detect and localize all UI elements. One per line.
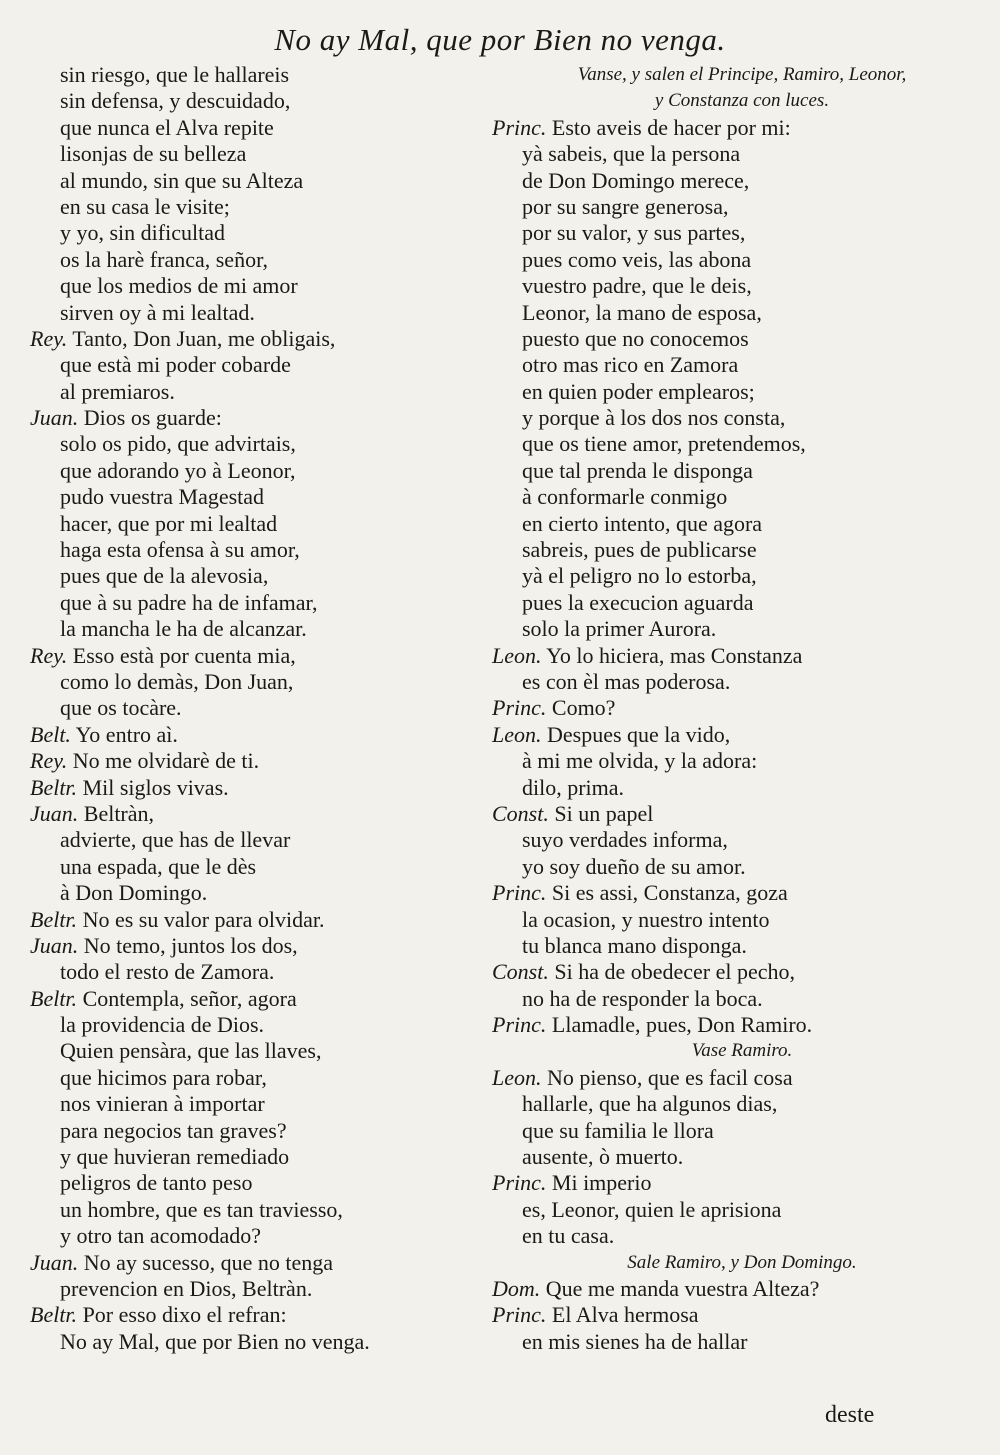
verse-text: Llamadle, pues, Don Ramiro. [551,1012,813,1038]
speaker-label: Beltr. [30,906,78,932]
verse-line [492,168,992,194]
verse-text: la mancha le ha de alcanzar. [60,616,307,642]
verse-line [492,1065,992,1091]
verse-text: Despues que la vido, [547,721,731,747]
verse-line [30,168,490,194]
verse-text: por su sangre generosa, [522,193,729,219]
verse-line [30,907,490,933]
verse-text: Esto aveis de hacer por mi: [551,114,791,140]
verse-line [30,458,490,484]
verse-line [492,643,992,669]
verse-text: para negocios tan graves? [60,1117,287,1143]
verse-text: lisonjas de su belleza [60,141,247,167]
verse-line [30,511,490,537]
verse-line [492,1012,992,1038]
verse-text: os la harè franca, señor, [60,246,269,272]
verse-text: otro mas rico en Zamora [522,352,739,378]
verse-text: Como? [551,695,616,721]
verse-line [492,616,992,642]
verse-text: Si un papel [554,800,654,826]
verse-text: No ay sucesso, que no tenga [83,1249,334,1275]
verse-line [30,537,490,563]
verse-text: sin defensa, y descuidado, [60,88,291,114]
verse-text: Yo entro aì. [75,721,178,747]
verse-text: Que me manda vuestra Alteza? [545,1275,820,1301]
verse-text: Esso està por cuenta mia, [72,642,296,668]
verse-text: haga esta ofensa à su amor, [60,537,300,563]
verse-line [492,722,992,748]
verse-line [492,1223,992,1249]
verse-line [30,352,490,378]
verse-line [492,326,992,352]
verse-line [492,1329,992,1355]
right-column [492,62,992,1355]
verse-line [30,590,490,616]
verse-line [492,1118,992,1144]
verse-text: solo os pido, que advirtais, [60,431,296,457]
verse-line [492,484,992,510]
verse-text: al premiaros. [60,378,175,404]
verse-line [492,590,992,616]
verse-text: à mi me olvida, y la adora: [522,748,758,774]
verse-text: yà el peligro no lo estorba, [522,563,757,589]
verse-text: sirven oy à mi lealtad. [60,299,255,325]
verse-line [30,1250,490,1276]
speaker-label: Juan. [30,405,79,431]
speaker-label: Princ. [492,1302,547,1328]
verse-text: vuestro padre, que le deis, [522,273,752,299]
speaker-label: Belt. [30,721,71,747]
left-column [30,62,490,1355]
speaker-label: Const. [492,959,549,985]
verse-line [492,379,992,405]
verse-text: Tanto, Don Juan, me obligais, [72,325,336,351]
verse-line [30,62,490,88]
verse-line [30,563,490,589]
verse-text: que està mi poder cobarde [60,352,291,378]
verse-line [30,379,490,405]
verse-line [492,1144,992,1170]
verse-text: Quien pensàra, que las llaves, [60,1038,322,1064]
verse-text: Mi imperio [551,1170,652,1196]
speaker-label: Rey. [30,642,68,668]
speaker-label: Beltr. [30,774,78,800]
verse-text: peligros de tanto peso [60,1170,253,1196]
speaker-label: Juan. [30,800,79,826]
verse-text: No temo, juntos los dos, [83,932,298,958]
verse-line [30,854,490,880]
verse-text: advierte, que has de llevar [60,827,291,853]
verse-text: en su casa le visite; [60,193,230,219]
verse-text: en mis sienes ha de hallar [522,1328,748,1354]
verse-text: que adorando yo à Leonor, [60,457,296,483]
verse-text: de Don Domingo merece, [522,167,750,193]
verse-text: No pienso, que es facil cosa [547,1064,793,1090]
verse-line [30,115,490,141]
verse-line [30,1065,490,1091]
verse-line [30,880,490,906]
verse-line [30,722,490,748]
verse-text: pues que de la alevosia, [60,563,269,589]
verse-line [30,88,490,114]
speaker-label: Princ. [492,114,547,140]
verse-line [30,1276,490,1302]
verse-text: No me olvidarè de ti. [72,748,260,774]
verse-line [30,801,490,827]
verse-line [30,1012,490,1038]
verse-text: Por esso dixo el refran: [82,1302,287,1328]
verse-text: sabreis, pues de publicarse [522,537,757,563]
verse-text: en tu casa. [522,1223,615,1249]
stage-direction: Sale Ramiro, y Don Domingo. [627,1251,857,1273]
verse-text: El Alva hermosa [551,1302,699,1328]
verse-line [30,748,490,774]
verse-text: que su familia le llora [522,1117,714,1143]
verse-text: suyo verdades informa, [522,827,728,853]
verse-line [492,431,992,457]
verse-line [492,273,992,299]
speaker-label: Beltr. [30,1302,78,1328]
verse-text: por su valor, y sus partes, [522,220,746,246]
verse-text: Si es assi, Constanza, goza [551,880,788,906]
verse-text: que hicimos para robar, [60,1064,267,1090]
verse-line [30,933,490,959]
verse-text: al mundo, sin que su Alteza [60,167,304,193]
verse-line [492,695,992,721]
verse-line [492,1170,992,1196]
verse-text: à conformarle conmigo [522,484,728,510]
verse-text: y porque à los dos nos consta, [522,405,786,431]
verse-text: no ha de responder la boca. [522,985,763,1011]
verse-line [30,959,490,985]
verse-line [492,115,992,141]
verse-text: una espada, que le dès [60,853,257,879]
verse-line [492,986,992,1012]
speaker-label: Rey. [30,748,68,774]
verse-text: à Don Domingo. [60,880,208,906]
verse-line [492,300,992,326]
verse-line [30,484,490,510]
verse-line [30,1091,490,1117]
stage-direction: Vanse, y salen el Principe, Ramiro, Leonor, [577,64,907,85]
verse-line [30,1197,490,1223]
speaker-label: Const. [492,800,549,826]
stage-direction: y Constanza con luces. [654,90,830,112]
verse-text: dilo, prima. [522,774,625,800]
verse-text: que os tocàre. [60,695,182,721]
verse-line [492,1302,992,1328]
verse-text: que tal prenda le disponga [522,457,753,483]
speaker-label: Princ. [492,880,547,906]
verse-line [492,748,992,774]
verse-line [492,511,992,537]
verse-line [492,1197,992,1223]
verse-line [30,643,490,669]
verse-line [30,1144,490,1170]
verse-text: que los medios de mi amor [60,273,298,299]
verse-line [492,352,992,378]
speaker-label: Leon. [492,1064,542,1090]
verse-text: prevencion en Dios, Beltràn. [60,1275,313,1301]
verse-text: y que huvieran remediado [60,1144,290,1170]
verse-line [30,194,490,220]
verse-text: Contempla, señor, agora [82,985,297,1011]
verse-text: en cierto intento, que agora [522,510,763,536]
verse-text: No es su valor para olvidar. [82,906,325,932]
verse-line [30,1302,490,1328]
verse-line [30,431,490,457]
verse-text: Dios os guarde: [83,405,222,431]
verse-line [30,1038,490,1064]
speaker-label: Dom. [492,1275,541,1301]
verse-line [492,458,992,484]
verse-text: y yo, sin dificultad [60,220,225,246]
catchword: deste [825,1402,875,1428]
verse-line [30,405,490,431]
speaker-label: Juan. [30,932,79,958]
verse-line [492,141,992,167]
verse-line [492,563,992,589]
verse-line [492,220,992,246]
verse-line [492,907,992,933]
verse-text: como lo demàs, Don Juan, [60,668,294,694]
verse-line [492,854,992,880]
verse-line [492,801,992,827]
verse-text: pudo vuestra Magestad [60,484,265,510]
verse-text: ausente, ò muerto. [522,1144,684,1170]
speaker-label: Princ. [492,1012,547,1038]
verse-text: solo la primer Aurora. [522,616,717,642]
verse-line [492,880,992,906]
verse-line [30,616,490,642]
verse-text: hacer, que por mi lealtad [60,510,278,536]
verse-line [492,669,992,695]
verse-text: nos vinieran à importar [60,1091,265,1117]
stage-direction: Vase Ramiro. [691,1040,793,1062]
verse-line [492,405,992,431]
verse-line [492,1091,992,1117]
verse-line [492,933,992,959]
speaker-label: Princ. [492,1170,547,1196]
verse-line [30,1170,490,1196]
verse-text: tu blanca mano disponga. [522,932,747,958]
verse-line [30,220,490,246]
verse-line [30,273,490,299]
speaker-label: Leon. [492,721,542,747]
speaker-label: Juan. [30,1249,79,1275]
verse-text: que os tiene amor, pretendemos, [522,431,806,457]
verse-text: Leonor, la mano de esposa, [522,299,762,325]
verse-line [30,986,490,1012]
verse-text: No ay Mal, que por Bien no venga. [60,1328,370,1354]
verse-line [30,775,490,801]
verse-line [30,695,490,721]
verse-text: todo el resto de Zamora. [60,959,275,985]
verse-text: en quien poder emplearos; [522,378,755,404]
verse-text: Mil siglos vivas. [82,774,229,800]
verse-text: hallarle, que ha algunos dias, [522,1091,778,1117]
verse-line [30,1223,490,1249]
verse-line [30,1118,490,1144]
verse-line [30,326,490,352]
verse-text: que nunca el Alva repite [60,114,274,140]
verse-line [492,775,992,801]
verse-text: y otro tan acomodado? [60,1223,261,1249]
speaker-label: Princ. [492,695,547,721]
verse-line [30,247,490,273]
verse-text: Si ha de obedecer el pecho, [554,959,796,985]
verse-line [30,300,490,326]
verse-line [492,247,992,273]
verse-line [492,537,992,563]
verse-text: es, Leonor, quien le aprisiona [522,1196,782,1222]
speaker-label: Rey. [30,325,68,351]
speaker-label: Leon. [492,642,542,668]
verse-line [492,1276,992,1302]
verse-text: un hombre, que es tan traviesso, [60,1196,343,1222]
running-header: No ay Mal, que por Bien no venga. [274,22,726,57]
verse-text: Beltràn, [83,800,155,826]
verse-line [30,141,490,167]
verse-line [492,194,992,220]
verse-line [30,1329,490,1355]
speaker-label: Beltr. [30,985,78,1011]
verse-text: sin riesgo, que le hallareis [60,62,290,87]
verse-text: yà sabeis, que la persona [522,141,741,167]
verse-text: la ocasion, y nuestro intento [522,906,770,932]
verse-text: es con èl mas poderosa. [522,668,731,694]
verse-line [492,959,992,985]
verse-text: pues la execucion aguarda [522,589,754,615]
verse-text: Yo lo hiciera, mas Constanza [546,642,803,668]
verse-text: la providencia de Dios. [60,1012,265,1038]
verse-line [492,827,992,853]
verse-text: que à su padre ha de infamar, [60,589,318,615]
verse-text: puesto que no conocemos [522,325,749,351]
verse-text: pues como veis, las abona [522,246,752,272]
verse-text: yo soy dueño de su amor. [522,853,746,879]
verse-line [30,669,490,695]
verse-line [30,827,490,853]
